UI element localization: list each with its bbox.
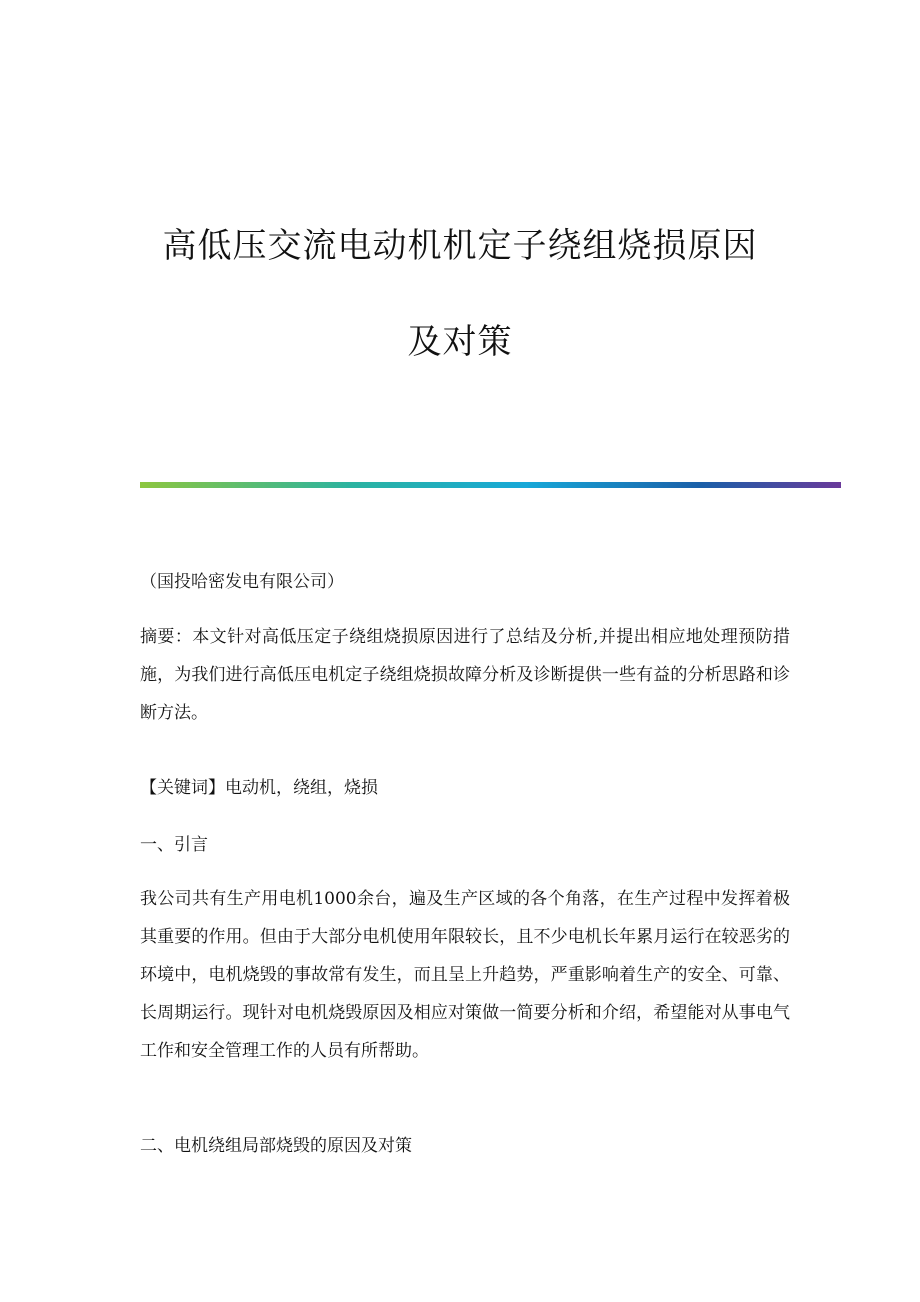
abstract-paragraph: 摘要：本文针对高低压定子绕组烧损原因进行了总结及分析,并提出相应地处理预防措施，为我们进行高低压电机定子绕组烧损故障分析及诊断提供一些有益的分析思路和诊断方法。 (140, 627, 790, 723)
affiliation: （国投哈密发电有限公司） (140, 572, 344, 592)
document-title-line2: 及对策 (407, 322, 513, 362)
section-heading-causes: 二、电机绕组局部烧毁的原因及对策 (140, 1136, 412, 1156)
section-heading-introduction: 一、引言 (140, 835, 208, 855)
gradient-divider (140, 482, 841, 488)
introduction-paragraph: 我公司共有生产用电机1000余台，遍及生产区域的各个角落，在生产过程中发挥着极其重要的作用。但由于大部分电机使用年限较长，且不少电机长年累月运行在较恶劣的环境中，电机烧毁的事故常有发生，而且呈上升趋势，严重影响着生产的安全、可靠、长周期运行。现针对电机烧毁原因及相应对策做一简要分析和介绍，希望能对从事电气工作和安全管理工作的人员有所帮助。 (140, 889, 790, 1061)
document-title-line1: 高低压交流电动机机定子绕组烧损原因 (162, 226, 758, 266)
keywords-line: 【关键词】电动机，绕组，烧损 (140, 778, 378, 798)
